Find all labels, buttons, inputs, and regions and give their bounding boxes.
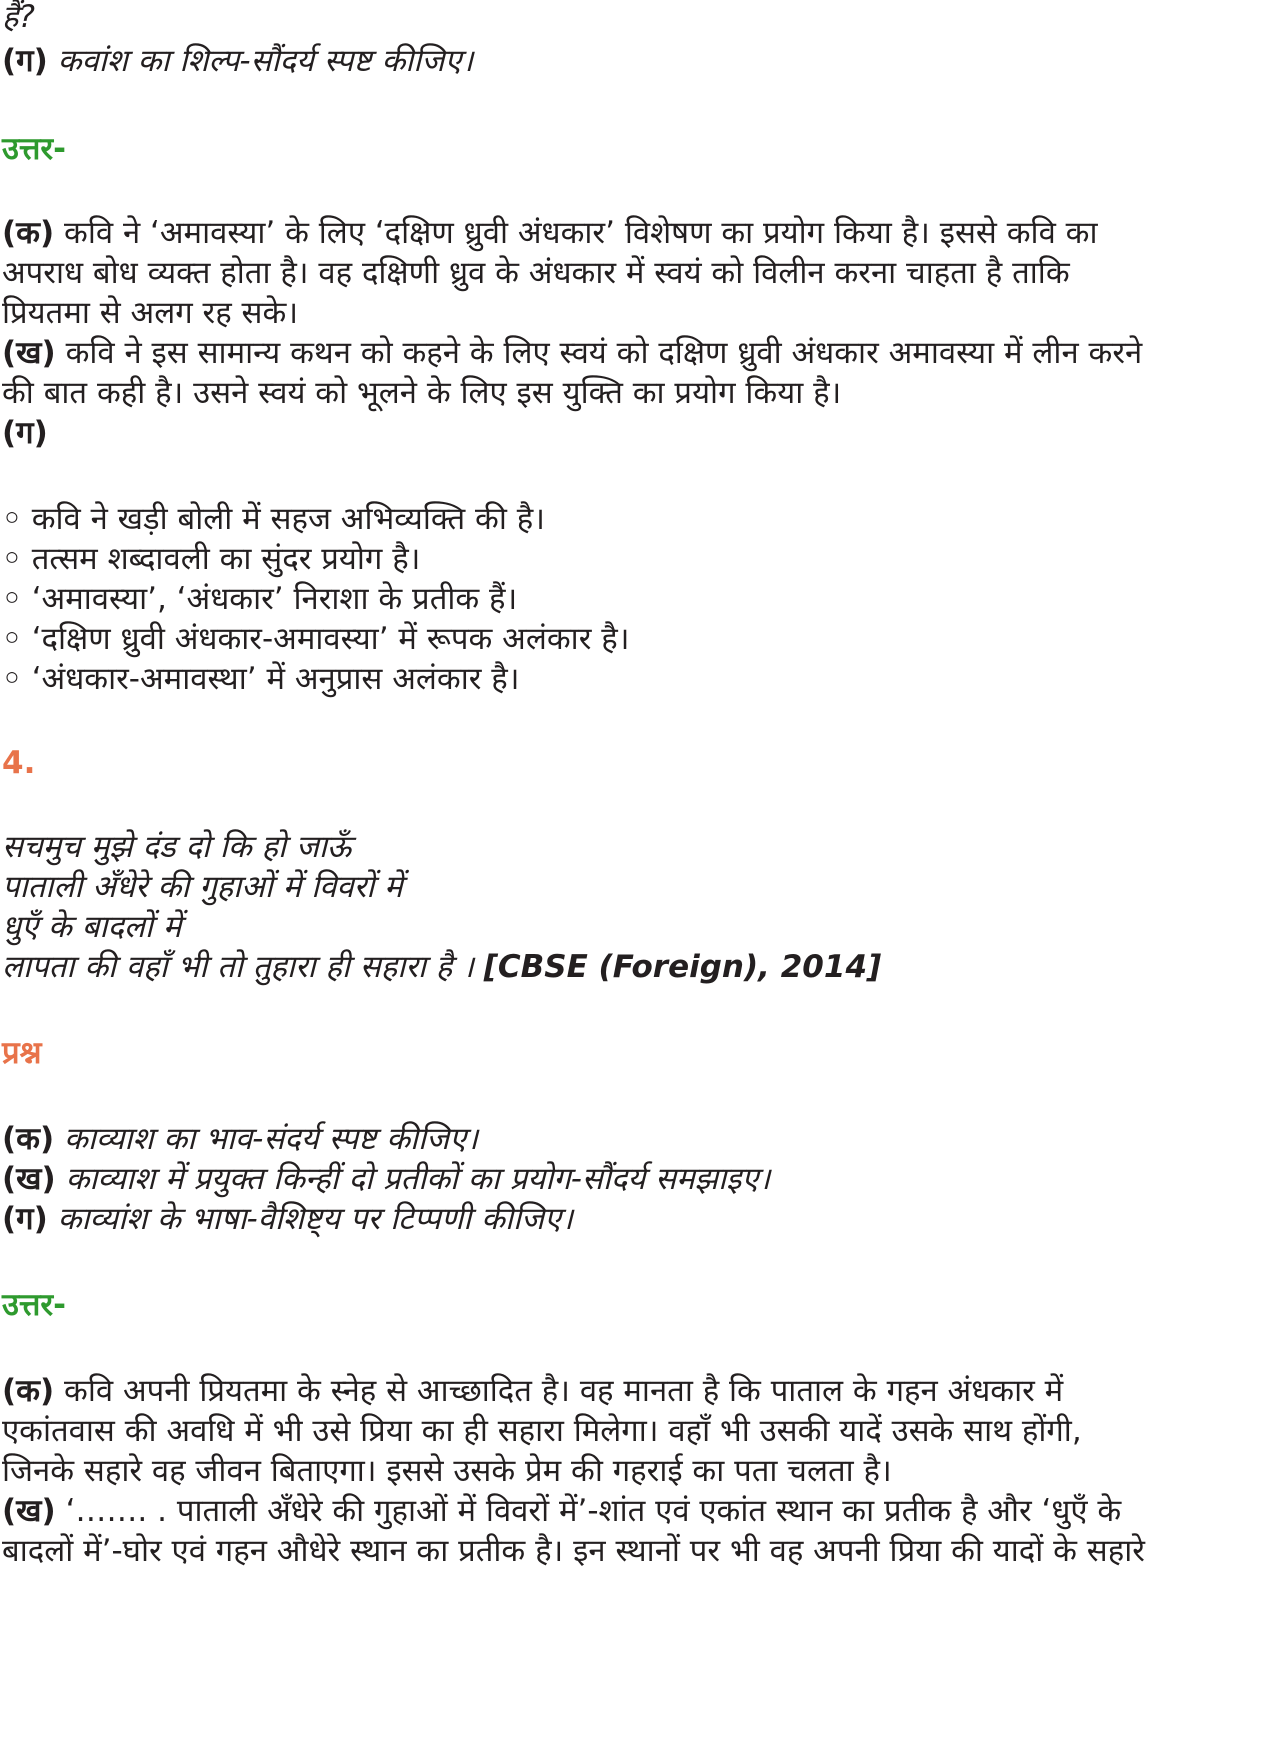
question-heading: प्रश्न [2, 1035, 42, 1071]
question-text: कवांश का शिल्प-सौंदर्य स्पष्ट कीजिए। [57, 43, 474, 79]
answer-kha-line-2: की बात कही है। उसने स्वयं को भूलने के लिए इस युक्ति का प्रयोग किया है। [2, 375, 842, 411]
bullet-text: ‘अमावस्या’, ‘अंधकार’ निराशा के प्रतीक हैं। [31, 581, 518, 617]
poem-line: पाताली अँधेरे की गुहाओं में विवरों में [2, 869, 403, 905]
question-ga [2, 1198, 573, 1240]
answer-text: ‘……. . पाताली अँधेरे की गुहाओं में विवरों में’-शांत एवं एकांत स्थान का प्रतीक है और ‘धुएँ के [65, 1493, 1122, 1529]
answer-ka-line-2: एकांतवास की अवधि में भी उसे प्रिया का ही सहारा मिलेगा। वहाँ भी उसकी यादें उसके साथ होंगी, [2, 1413, 1082, 1449]
bullet-item [2, 498, 545, 540]
bullet-icon: ◦ [2, 541, 22, 577]
answer-ka-line-3: जिनके सहारे वह जीवन बिताएगा। इससे उसके प्रेम की गहराई का पता चलता है। [2, 1453, 892, 1489]
answer-heading: उत्तर- [2, 1287, 66, 1323]
answer-kha-line-1 [2, 332, 1142, 374]
poem-line: सचमुच मुझे दंड दो कि हो जाऊँ [2, 829, 352, 865]
answer-label: (क) [2, 215, 55, 251]
poem-line: धुएँ के बादलों में [2, 909, 182, 945]
answer-ka-line-1 [2, 212, 1098, 254]
answer-text: कवि ने ‘अमावस्या’ के लिए ‘दक्षिण ध्रुवी अंधकार’ विशेषण का प्रयोग किया है। इससे कवि का [64, 215, 1098, 251]
bullet-icon: ◦ [2, 661, 22, 697]
answer-kha-line-2: बादलों में’-घोर एवं गहन औधेरे स्थान का प्रतीक है। इन स्थानों पर भी वह अपनी प्रिया की यादों के सहारे [2, 1533, 1145, 1569]
question-label: (क) [2, 1121, 55, 1157]
answer-text: कवि ने इस सामान्य कथन को कहने के लिए स्वयं को दक्षिण ध्रुवी अंधकार अमावस्या में लीन करने [65, 335, 1143, 371]
poem-line-last [2, 946, 881, 988]
bullet-icon: ◦ [2, 621, 22, 657]
bullet-item [2, 658, 520, 700]
question-label: (ग) [2, 1201, 48, 1237]
question-text: काव्याश में प्रयुक्त किन्हीं दो प्रतीकों का प्रयोग-सौंदर्य समझाइए। [65, 1161, 771, 1197]
answer-label: (क) [2, 1373, 55, 1409]
poem-reference: [CBSE (Foreign), 2014] [483, 949, 882, 985]
answer-ga-label: (ग) [2, 415, 48, 451]
answer-kha-line-1 [2, 1490, 1121, 1532]
answer-label: (ख) [2, 1493, 56, 1529]
bullet-text: ‘दक्षिण ध्रुवी अंधकार-अमावस्या’ में रूपक अलंकार है। [31, 621, 630, 657]
bullet-icon: ◦ [2, 581, 22, 617]
bullet-text: कवि ने खड़ी बोली में सहज अभिव्यक्ति की है। [31, 501, 545, 537]
bullet-item [2, 578, 517, 620]
bullet-text: तत्सम शब्दावली का सुंदर प्रयोग है। [31, 541, 421, 577]
question-ga [2, 40, 473, 82]
question-kha [2, 1158, 770, 1200]
question-ka [2, 1118, 478, 1160]
answer-heading: उत्तर- [2, 131, 66, 167]
bullet-text: ‘अंधकार-अमावस्था’ में अनुप्रास अलंकार है। [31, 661, 520, 697]
question-label: (ख) [2, 1161, 56, 1197]
poem-line: लापता की वहाँ भी तो तुहारा ही सहारा है । [2, 949, 474, 985]
question-number: 4. [2, 745, 36, 781]
bullet-item [2, 618, 629, 660]
question-text: काव्यांश के भाषा-वैशिष्ट्य पर टिप्पणी कीजिए। [57, 1201, 573, 1237]
question-label: (ग) [2, 43, 48, 79]
question-tail: हैं? [2, 0, 35, 35]
answer-label: (ख) [2, 335, 56, 371]
answer-text: कवि अपनी प्रियतमा के स्नेह से आच्छादित है। वह मानता है कि पाताल के गहन अंधकार में [64, 1373, 1064, 1409]
answer-ka-line-1 [2, 1370, 1063, 1412]
answer-ka-line-3: प्रियतमा से अलग रह सके। [2, 295, 299, 331]
answer-ka-line-2: अपराध बोध व्यक्त होता है। वह दक्षिणी ध्रुव के अंधकार में स्वयं को विलीन करना चाहता है ताकि [2, 255, 1070, 291]
bullet-icon: ◦ [2, 501, 22, 537]
bullet-item [2, 538, 420, 580]
question-text: काव्याश का भाव-संदर्य स्पष्ट कीजिए। [64, 1121, 478, 1157]
